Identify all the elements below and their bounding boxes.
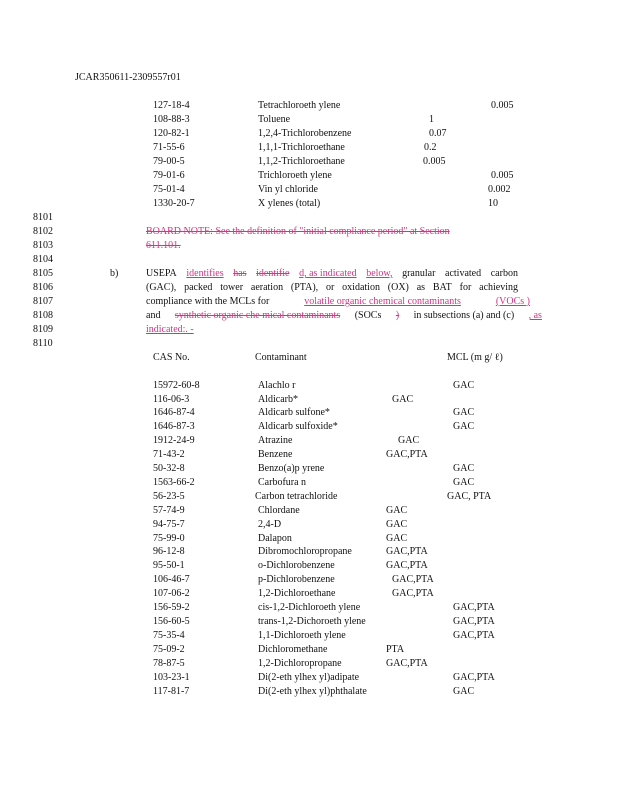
table-row-bat: GAC bbox=[453, 477, 475, 488]
subsection-line-4 bbox=[146, 310, 542, 322]
table-row-cas: 156-59-2 bbox=[153, 602, 190, 613]
table-row-bat: GAC bbox=[453, 421, 475, 432]
table-row-contaminant: p-Dichlorobenzene bbox=[258, 574, 335, 585]
table-row-contaminant: Aldicarb* bbox=[258, 394, 298, 405]
table-row-contaminant: Carbofura n bbox=[258, 477, 307, 488]
table-row-cas: 78-87-5 bbox=[153, 658, 185, 669]
deleted-word: identifie bbox=[256, 268, 290, 279]
table-row-cas: 116-06-3 bbox=[153, 394, 190, 405]
word: (PTA), bbox=[290, 282, 319, 293]
table-row-bat: GAC,PTA bbox=[386, 449, 428, 460]
deleted-phrase: synthetic organic che mical contaminants bbox=[174, 310, 341, 321]
word: as bbox=[416, 282, 426, 293]
top-row-cas: 79-01-6 bbox=[153, 170, 185, 181]
word: oxidation bbox=[342, 282, 380, 293]
text-run: in subsections (a) and (c) bbox=[413, 310, 515, 321]
line-number: 8104 bbox=[33, 254, 53, 265]
table-row-bat: GAC,PTA bbox=[453, 602, 495, 613]
top-row-cas: 120-82-1 bbox=[153, 128, 190, 139]
table-row-bat: GAC,PTA bbox=[386, 658, 428, 669]
header-contaminant: Contaminant bbox=[255, 352, 307, 363]
table-row-contaminant: Aldicarb sulfone* bbox=[258, 407, 330, 418]
word: (GAC), bbox=[146, 282, 177, 293]
table-row-bat: GAC,PTA bbox=[453, 616, 495, 627]
top-row-contaminant: Vin yl chloride bbox=[258, 184, 318, 195]
subsection-line-3 bbox=[146, 296, 530, 308]
table-row-cas: 106-46-7 bbox=[153, 574, 190, 585]
top-row-contaminant: Tetrachloroeth ylene bbox=[258, 100, 341, 111]
header-cas-no: CAS No. bbox=[153, 352, 190, 363]
table-row-bat: GAC,PTA bbox=[453, 630, 495, 641]
deleted-word: ) bbox=[395, 310, 400, 321]
top-row-cas: 75-01-4 bbox=[153, 184, 185, 195]
top-row-contaminant: X ylenes (total) bbox=[258, 198, 321, 209]
top-row-mcl: 0.07 bbox=[429, 128, 447, 139]
line-number: 8101 bbox=[33, 212, 53, 223]
board-note-deleted: BOARD NOTE: See the definition of "initial compliance period" at Section bbox=[146, 226, 450, 237]
top-row-cas: 71-55-6 bbox=[153, 142, 185, 153]
inserted-phrase: d, as indicated bbox=[299, 268, 357, 279]
line-number: 8109 bbox=[33, 324, 53, 335]
word: aeration bbox=[250, 282, 284, 293]
subsection-marker: b) bbox=[110, 268, 119, 279]
table-row-bat: GAC bbox=[386, 505, 408, 516]
top-row-mcl: 1 bbox=[429, 114, 434, 125]
subsection-line-5: indicated:. - bbox=[146, 324, 194, 335]
top-row-mcl: 0.005 bbox=[423, 156, 446, 167]
table-row-contaminant: Benzene bbox=[258, 449, 293, 460]
top-row-contaminant: 1,1,2-Trichloroethane bbox=[258, 156, 345, 167]
table-row-contaminant: Dibromochloropropane bbox=[258, 546, 352, 557]
inserted-word: identifies bbox=[186, 268, 224, 279]
word: granular bbox=[402, 268, 436, 279]
word: BAT bbox=[432, 282, 452, 293]
table-row-contaminant: 2,4-D bbox=[258, 519, 282, 530]
word: USEPA bbox=[146, 268, 177, 279]
line-number: 8110 bbox=[33, 338, 53, 349]
table-row-contaminant: Dichloromethane bbox=[258, 644, 328, 655]
top-row-mcl: 10 bbox=[488, 198, 498, 209]
table-row-cas: 57-74-9 bbox=[153, 505, 185, 516]
inserted-word: , as bbox=[528, 310, 542, 321]
inserted-word: below, bbox=[366, 268, 393, 279]
table-row-contaminant: 1,1-Dichloroeth ylene bbox=[258, 630, 346, 641]
word: packed bbox=[184, 282, 213, 293]
table-row-cas: 95-50-1 bbox=[153, 560, 185, 571]
top-row-contaminant: Trichloroeth ylene bbox=[258, 170, 332, 181]
line-number: 8107 bbox=[33, 296, 53, 307]
table-row-cas: 1646-87-3 bbox=[153, 421, 195, 432]
top-row-cas: 127-18-4 bbox=[153, 100, 190, 111]
table-row-cas: 75-35-4 bbox=[153, 630, 185, 641]
table-row-contaminant: trans-1,2-Dichoroeth ylene bbox=[258, 616, 366, 627]
table-row-cas: 103-23-1 bbox=[153, 672, 190, 683]
line-number: 8102 bbox=[33, 226, 53, 237]
table-row-cas: 56-23-5 bbox=[153, 491, 185, 502]
table-row-bat: GAC,PTA bbox=[392, 574, 434, 585]
table-row-bat: GAC bbox=[386, 519, 408, 530]
word: (SOCs bbox=[354, 310, 382, 321]
table-row-cas: 75-99-0 bbox=[153, 533, 185, 544]
table-row-cas: 96-12-8 bbox=[153, 546, 185, 557]
table-row-bat: GAC,PTA bbox=[386, 546, 428, 557]
table-row-cas: 1912-24-9 bbox=[153, 435, 195, 446]
table-row-contaminant: 1,2-Dichloropropane bbox=[258, 658, 342, 669]
table-row-contaminant: cis-1,2-Dichloroeth ylene bbox=[258, 602, 361, 613]
table-row-cas: 71-43-2 bbox=[153, 449, 185, 460]
table-row-bat: GAC bbox=[392, 394, 414, 405]
subsection-line-1 bbox=[146, 268, 518, 280]
inserted-phrase: volatile organic chemical contaminants bbox=[304, 296, 461, 307]
inserted-phrase: (VOCs ) bbox=[495, 296, 530, 307]
table-row-contaminant: Dalapon bbox=[258, 533, 292, 544]
table-row-bat: GAC bbox=[453, 380, 475, 391]
word: or bbox=[326, 282, 335, 293]
word: for bbox=[459, 282, 472, 293]
top-row-contaminant: 1,1,1-Trichloroethane bbox=[258, 142, 345, 153]
board-note-deleted-cont: 611.101. bbox=[146, 240, 181, 251]
table-row-bat: GAC,PTA bbox=[386, 560, 428, 571]
table-row-contaminant: Carbon tetrachloride bbox=[255, 491, 338, 502]
table-row-cas: 107-06-2 bbox=[153, 588, 190, 599]
line-number: 8105 bbox=[33, 268, 53, 279]
word: tower bbox=[220, 282, 244, 293]
table-row-bat: GAC bbox=[453, 407, 475, 418]
table-row-bat: PTA bbox=[386, 644, 405, 655]
table-row-cas: 15972-60-8 bbox=[153, 380, 200, 391]
table-row-contaminant: Di(2-eth ylhex yl)phthalate bbox=[258, 686, 367, 697]
table-row-bat: GAC bbox=[386, 533, 408, 544]
word: carbon bbox=[490, 268, 518, 279]
table-row-bat: GAC bbox=[453, 686, 475, 697]
table-row-cas: 75-09-2 bbox=[153, 644, 185, 655]
table-row-contaminant: Atrazine bbox=[258, 435, 293, 446]
table-row-contaminant: 1,2-Dichloroethane bbox=[258, 588, 336, 599]
table-row-contaminant: o-Dichlorobenzene bbox=[258, 560, 335, 571]
table-row-bat: GAC,PTA bbox=[392, 588, 434, 599]
line-number: 8103 bbox=[33, 240, 53, 251]
table-row-contaminant: Di(2-eth ylhex yl)adipate bbox=[258, 672, 360, 683]
top-row-contaminant: 1,2,4-Trichlorobenzene bbox=[258, 128, 352, 139]
text-run: compliance with the MCLs for bbox=[146, 296, 270, 307]
table-row-bat: GAC, PTA bbox=[447, 491, 492, 502]
header-mcl: MCL (m g/ ℓ) bbox=[447, 352, 503, 363]
table-row-cas: 117-81-7 bbox=[153, 686, 190, 697]
table-row-contaminant: Chlordane bbox=[258, 505, 300, 516]
top-row-cas: 108-88-3 bbox=[153, 114, 190, 125]
word: activated bbox=[445, 268, 482, 279]
top-row-cas: 1330-20-7 bbox=[153, 198, 195, 209]
word: (OX) bbox=[387, 282, 409, 293]
table-row-contaminant: Aldicarb sulfoxide* bbox=[258, 421, 338, 432]
table-row-contaminant: Alachlo r bbox=[258, 380, 296, 391]
word: achieving bbox=[479, 282, 518, 293]
document-id: JCAR350611-2309557r01 bbox=[75, 72, 181, 83]
line-number: 8108 bbox=[33, 310, 53, 321]
top-row-cas: 79-00-5 bbox=[153, 156, 185, 167]
table-row-contaminant: Benzo(a)p yrene bbox=[258, 463, 325, 474]
line-number: 8106 bbox=[33, 282, 53, 293]
subsection-line-2 bbox=[146, 282, 518, 294]
top-row-mcl: 0.005 bbox=[491, 100, 514, 111]
top-row-contaminant: Toluene bbox=[258, 114, 291, 125]
table-row-bat: GAC,PTA bbox=[453, 672, 495, 683]
table-row-bat: GAC bbox=[398, 435, 420, 446]
top-row-mcl: 0.002 bbox=[488, 184, 511, 195]
table-row-cas: 1563-66-2 bbox=[153, 477, 195, 488]
word: and bbox=[146, 310, 161, 321]
table-row-bat: GAC bbox=[453, 463, 475, 474]
table-row-cas: 1646-87-4 bbox=[153, 407, 195, 418]
table-row-cas: 94-75-7 bbox=[153, 519, 185, 530]
table-row-cas: 156-60-5 bbox=[153, 616, 190, 627]
deleted-word: has bbox=[233, 268, 247, 279]
table-row-cas: 50-32-8 bbox=[153, 463, 185, 474]
top-row-mcl: 0.2 bbox=[424, 142, 437, 153]
top-row-mcl: 0.005 bbox=[491, 170, 514, 181]
